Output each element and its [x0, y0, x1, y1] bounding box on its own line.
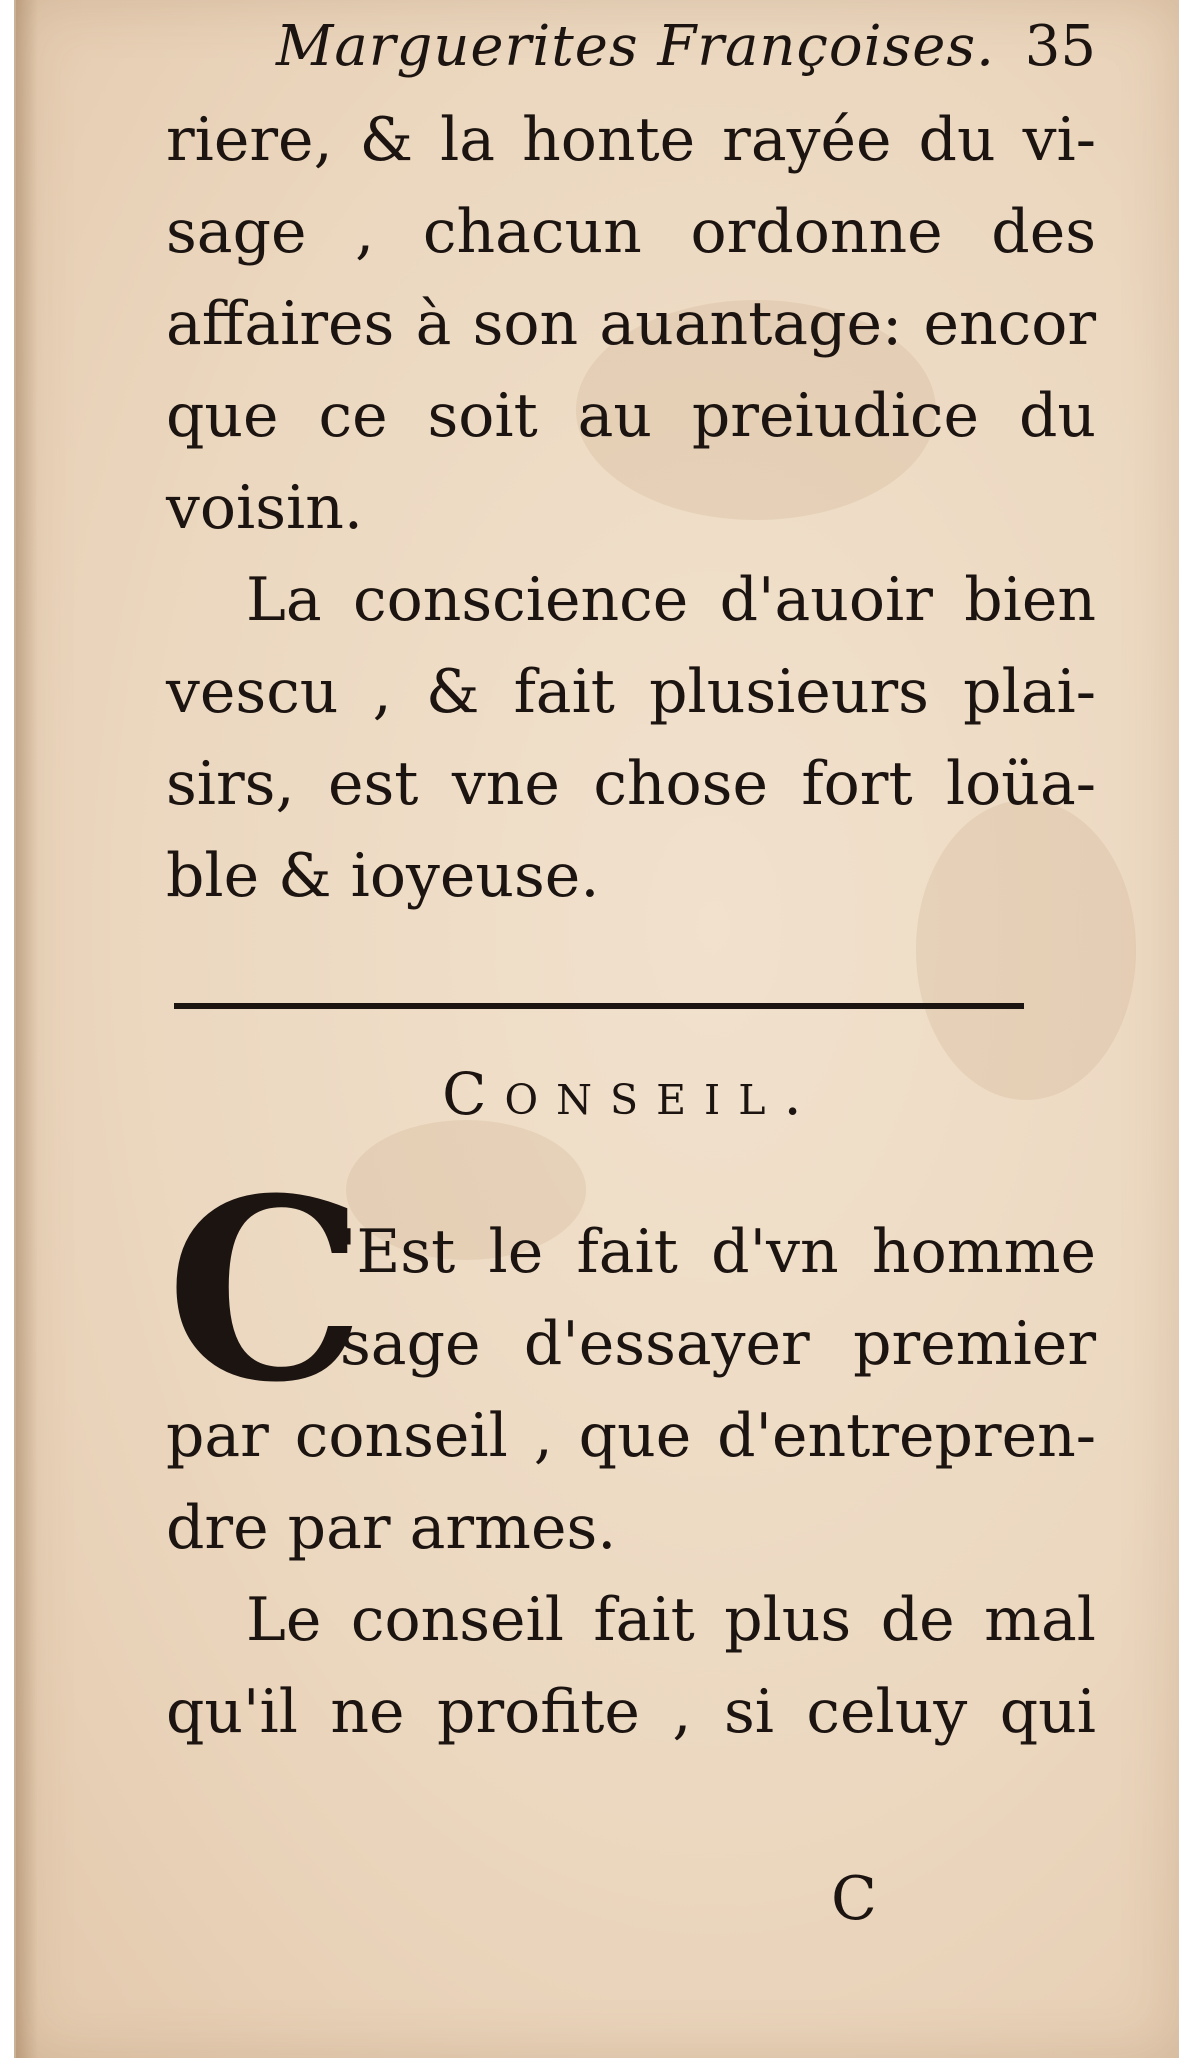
page-header [166, 14, 1096, 84]
text-line: vescu , & fait plusieurs plai- [166, 657, 1096, 727]
signature-mark: C [831, 1864, 877, 1934]
page-number: 35 [1024, 14, 1096, 79]
text-line: dre par armes. [166, 1493, 617, 1563]
text-line: ble & ioyeuse. [166, 841, 600, 911]
text-line: que ce soit au preiudice du [166, 381, 1096, 451]
text-line: riere, & la honte rayée du vi- [166, 105, 1096, 175]
paragraph-first-line: La conscience d'auoir bien [246, 565, 1096, 635]
text-line: sage d'essayer premier [340, 1309, 1096, 1379]
running-title: Marguerites Françoises. [276, 14, 995, 79]
section-divider [174, 1003, 1024, 1009]
page-gutter [16, 0, 38, 2058]
text-line: affaires à son auantage: encor [166, 289, 1096, 359]
section-heading: Conseil. [442, 1060, 820, 1128]
text-line: qu'il ne profite , si celuy qui [166, 1677, 1096, 1747]
drop-cap: C [166, 1143, 365, 1437]
book-page [14, 0, 1179, 2058]
text-line: sage , chacun ordonne des [166, 197, 1096, 267]
text-line: par conseil , que d'entrepren- [166, 1401, 1096, 1471]
paragraph-first-line: Le conseil fait plus de mal [246, 1585, 1096, 1655]
text-line: voisin. [166, 473, 363, 543]
text-line: 'Est le fait d'vn homme [340, 1217, 1096, 1287]
text-line: sirs, est vne chose fort loüa- [166, 749, 1096, 819]
